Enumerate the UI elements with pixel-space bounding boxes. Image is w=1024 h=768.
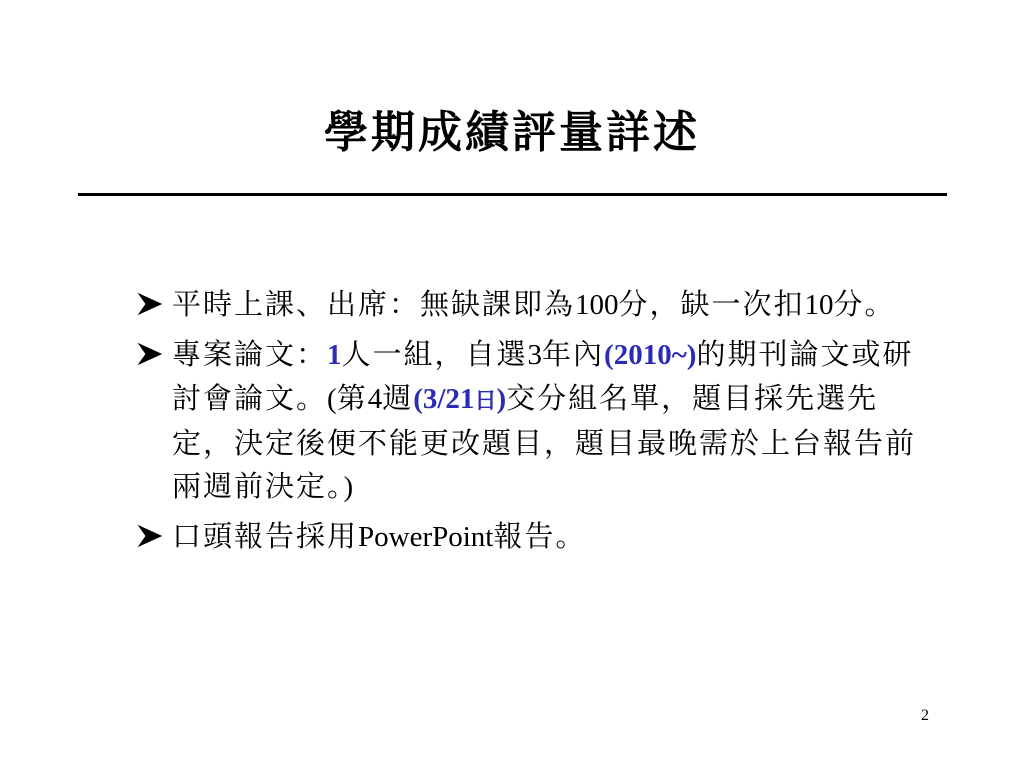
- bullet-text: 人一組，自選: [341, 337, 528, 371]
- bullet-text: 專案論文：: [172, 337, 328, 371]
- slide-title: 學期成績評量詳述: [324, 107, 700, 158]
- bullet-number: 3: [527, 339, 543, 371]
- bullet-number: ): [343, 471, 354, 503]
- bullet-text: 交分組名單，題目採先選先定，決定後便不能更改題目，題目最晚需於上台報告前兩週前決定。: [172, 381, 917, 503]
- highlight-text: (2010~): [604, 339, 697, 371]
- highlight-text: 1: [327, 339, 342, 371]
- bullet-text: 分。: [833, 287, 896, 321]
- title-divider: [78, 193, 947, 196]
- bullet-number: (: [327, 383, 337, 415]
- arrow-bullet-icon: [135, 283, 165, 326]
- bullet-attendance: [135, 283, 935, 327]
- page-number: 2: [921, 707, 929, 724]
- bullet-number: 100: [575, 289, 619, 321]
- highlight-text: (3/21: [413, 383, 475, 415]
- bullet-oral-report: [135, 515, 935, 559]
- bullet-text: 的期刊論文或研討會論文。: [172, 337, 914, 415]
- bullet-number: 4: [367, 383, 383, 415]
- bullet-number: PowerPoint: [358, 521, 494, 553]
- arrow-bullet-icon: [135, 515, 165, 558]
- bullet-text: 平時上課、出席：無缺課即為: [172, 287, 576, 321]
- bullet-text: 週: [382, 381, 414, 415]
- bullet-text: 口頭報告採用: [172, 519, 359, 553]
- bullet-text: 年內: [542, 337, 605, 371]
- bullet-text: 第: [336, 381, 368, 415]
- highlight-text: ): [496, 383, 507, 415]
- bullet-text: 報告。: [493, 519, 587, 553]
- bullet-project-paper: [135, 333, 935, 509]
- bullet-list: [135, 283, 935, 565]
- bullet-number: 10: [804, 289, 834, 321]
- highlight-text: 日: [474, 388, 497, 413]
- bullet-text: 分，缺一次扣: [618, 287, 805, 321]
- arrow-bullet-icon: [135, 333, 165, 376]
